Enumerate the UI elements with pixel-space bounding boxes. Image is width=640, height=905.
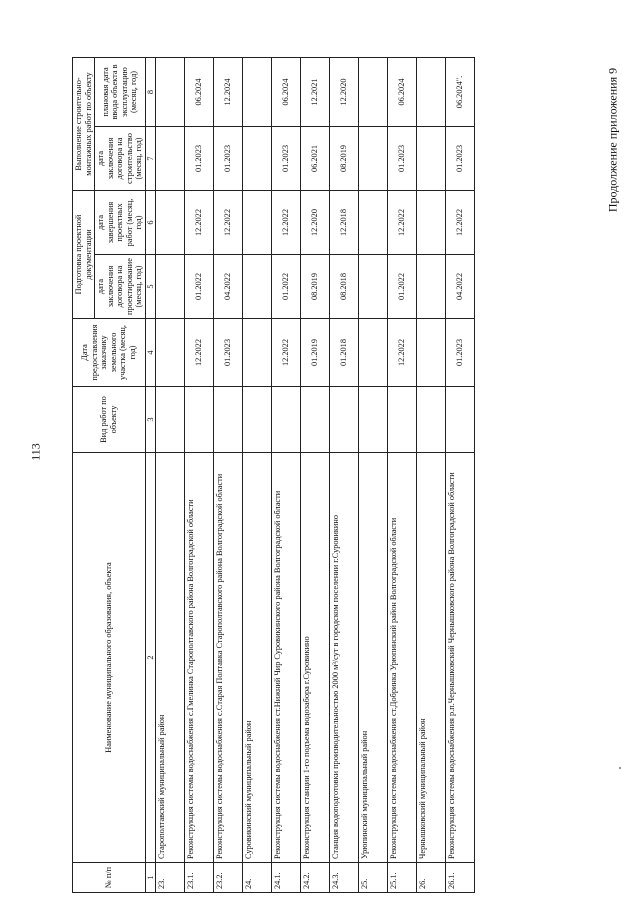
header-build-contract: дата заключения договора на строительство (месяц, год) <box>95 126 146 190</box>
header-design-end: дата завершения проектных работ (месяц, год) <box>95 190 146 254</box>
design-end-date <box>359 190 388 254</box>
design-contract-date: 04.2022 <box>446 255 475 319</box>
design-end-date <box>417 190 446 254</box>
table-row <box>185 57 214 892</box>
design-contract-date <box>243 255 272 319</box>
row-number: 24.2. <box>301 863 330 893</box>
design-contract-date: 08.2018 <box>330 255 359 319</box>
work-type <box>388 387 417 453</box>
design-contract-date: 08.2019 <box>301 255 330 319</box>
column-number: 8 <box>145 57 156 126</box>
rotated-table-container <box>72 58 604 893</box>
table-row <box>388 57 417 892</box>
land-date: 01.2019 <box>301 319 330 387</box>
commission-date: 12.2020 <box>330 57 359 126</box>
object-name: Реконструкция системы водоснабжения ст.Добринка Урюпинский район Волгоградской области <box>388 453 417 863</box>
design-end-date: 12.2022 <box>388 190 417 254</box>
table-row <box>446 57 475 892</box>
design-end-date: 12.2022 <box>185 190 214 254</box>
row-number: 25.1. <box>388 863 417 893</box>
land-date: 12.2022 <box>185 319 214 387</box>
table-row <box>243 57 272 892</box>
commission-date <box>243 57 272 126</box>
design-end-date <box>243 190 272 254</box>
appendix-title: Продолжение приложения 9 <box>605 67 620 213</box>
design-contract-date <box>156 255 185 319</box>
work-type <box>330 387 359 453</box>
land-date: 01.2023 <box>214 319 243 387</box>
object-name: Старополтавский муниципальный район <box>156 453 185 863</box>
design-contract-date: 01.2022 <box>388 255 417 319</box>
column-number: 3 <box>145 387 156 453</box>
build-contract-date: 06.2021 <box>301 126 330 190</box>
column-number-row <box>145 57 156 892</box>
table-row <box>272 57 301 892</box>
column-number: 2 <box>145 453 156 863</box>
header-work-type: Вид работ по объекту <box>73 387 146 453</box>
design-end-date: 12.2022 <box>446 190 475 254</box>
object-name: Реконструкция системы водоснабжения с.Гмелинка Старополтавского района Волгоградской области <box>185 453 214 863</box>
object-name: Станция водоподготовки производительностью 2000 м³/сут в городском поселении г.Суровикино <box>330 453 359 863</box>
work-type <box>417 387 446 453</box>
work-type <box>446 387 475 453</box>
work-type <box>272 387 301 453</box>
row-number: 24.3. <box>330 863 359 893</box>
commission-date <box>417 57 446 126</box>
row-number: 25. <box>359 863 388 893</box>
object-name: Реконструкция станции 1-го подъема водозабора г.Суровикино <box>301 453 330 863</box>
work-type <box>301 387 330 453</box>
build-contract-date: 01.2023 <box>214 126 243 190</box>
land-date: 12.2022 <box>388 319 417 387</box>
column-number: 6 <box>145 190 156 254</box>
header-design-contract: дата заключения договора на проектирование (месяц, год) <box>95 255 146 319</box>
build-contract-date <box>359 126 388 190</box>
build-contract-date <box>417 126 446 190</box>
land-date <box>243 319 272 387</box>
design-contract-date: 04.2022 <box>214 255 243 319</box>
header-design-group: Подготовка проектной документации <box>73 190 95 318</box>
row-number: 23.2. <box>214 863 243 893</box>
header-num: № п/п <box>73 863 146 893</box>
table-row <box>417 57 446 892</box>
column-number: 4 <box>145 319 156 387</box>
row-number: 24. <box>243 863 272 893</box>
design-end-date: 12.2022 <box>214 190 243 254</box>
land-date: 01.2023 <box>446 319 475 387</box>
commission-date <box>156 57 185 126</box>
design-contract-date: 01.2022 <box>272 255 301 319</box>
land-date <box>156 319 185 387</box>
design-end-date: 12.2022 <box>272 190 301 254</box>
row-number: 23. <box>156 863 185 893</box>
header-name: Наименование муниципального образования, объекта <box>73 453 146 863</box>
design-end-date: 12.2020 <box>301 190 330 254</box>
commission-date <box>359 57 388 126</box>
object-name: Суровикинский муниципальный район <box>243 453 272 863</box>
build-contract-date: 08.2019 <box>330 126 359 190</box>
row-number: 26. <box>417 863 446 893</box>
table-row <box>359 57 388 892</box>
build-contract-date: 01.2023 <box>388 126 417 190</box>
commission-date: 06.2024". <box>446 57 475 126</box>
land-date <box>359 319 388 387</box>
table-body <box>156 57 475 892</box>
object-name: Урюпинский муниципальный район <box>359 453 388 863</box>
design-contract-date <box>417 255 446 319</box>
page-number: 113 <box>28 443 43 461</box>
land-date <box>417 319 446 387</box>
build-contract-date: 01.2023 <box>185 126 214 190</box>
commission-date: 06.2024 <box>388 57 417 126</box>
design-end-date: 12.2018 <box>330 190 359 254</box>
header-land-date: Дата предоставления заказчику земельного участка (месяц, год) <box>73 319 146 387</box>
column-number: 5 <box>145 255 156 319</box>
scan-speck <box>619 767 621 769</box>
commission-date: 06.2024 <box>185 57 214 126</box>
header-commission: плановая дата ввода объекта в эксплуатацию (месяц, год) <box>95 57 146 126</box>
column-number: 1 <box>145 863 156 893</box>
design-contract-date: 01.2022 <box>185 255 214 319</box>
build-contract-date: 01.2023 <box>446 126 475 190</box>
row-number: 24.1. <box>272 863 301 893</box>
object-name: Реконструкция системы водоснабжения ст.Нижний Чир Суровикинского района Волгоградской области <box>272 453 301 863</box>
table-header <box>73 57 156 892</box>
column-number: 7 <box>145 126 156 190</box>
object-name: Реконструкция системы водоснабжения с.Старая Полтавка Старополтавского района Волгоградской области <box>214 453 243 863</box>
build-contract-date <box>243 126 272 190</box>
object-name: Чернышковский муниципальный район <box>417 453 446 863</box>
build-contract-date: 01.2023 <box>272 126 301 190</box>
table-row <box>330 57 359 892</box>
work-type <box>156 387 185 453</box>
table-row <box>301 57 330 892</box>
build-contract-date <box>156 126 185 190</box>
design-contract-date <box>359 255 388 319</box>
work-type <box>185 387 214 453</box>
work-type <box>243 387 272 453</box>
row-number: 23.1. <box>185 863 214 893</box>
work-type <box>214 387 243 453</box>
schedule-table <box>72 57 475 893</box>
commission-date: 06.2024 <box>272 57 301 126</box>
commission-date: 12.2024 <box>214 57 243 126</box>
land-date: 01.2018 <box>330 319 359 387</box>
land-date: 12.2022 <box>272 319 301 387</box>
table-row <box>156 57 185 892</box>
row-number: 26.1. <box>446 863 475 893</box>
design-end-date <box>156 190 185 254</box>
work-type <box>359 387 388 453</box>
table-row <box>214 57 243 892</box>
object-name: Реконструкция системы водоснабжения р.п.Чернышковский Чернышковского района Волгоградской области <box>446 453 475 863</box>
commission-date: 12.2021 <box>301 57 330 126</box>
header-construction-group: Выполнение строительно-монтажных работ по объекту <box>73 57 95 190</box>
